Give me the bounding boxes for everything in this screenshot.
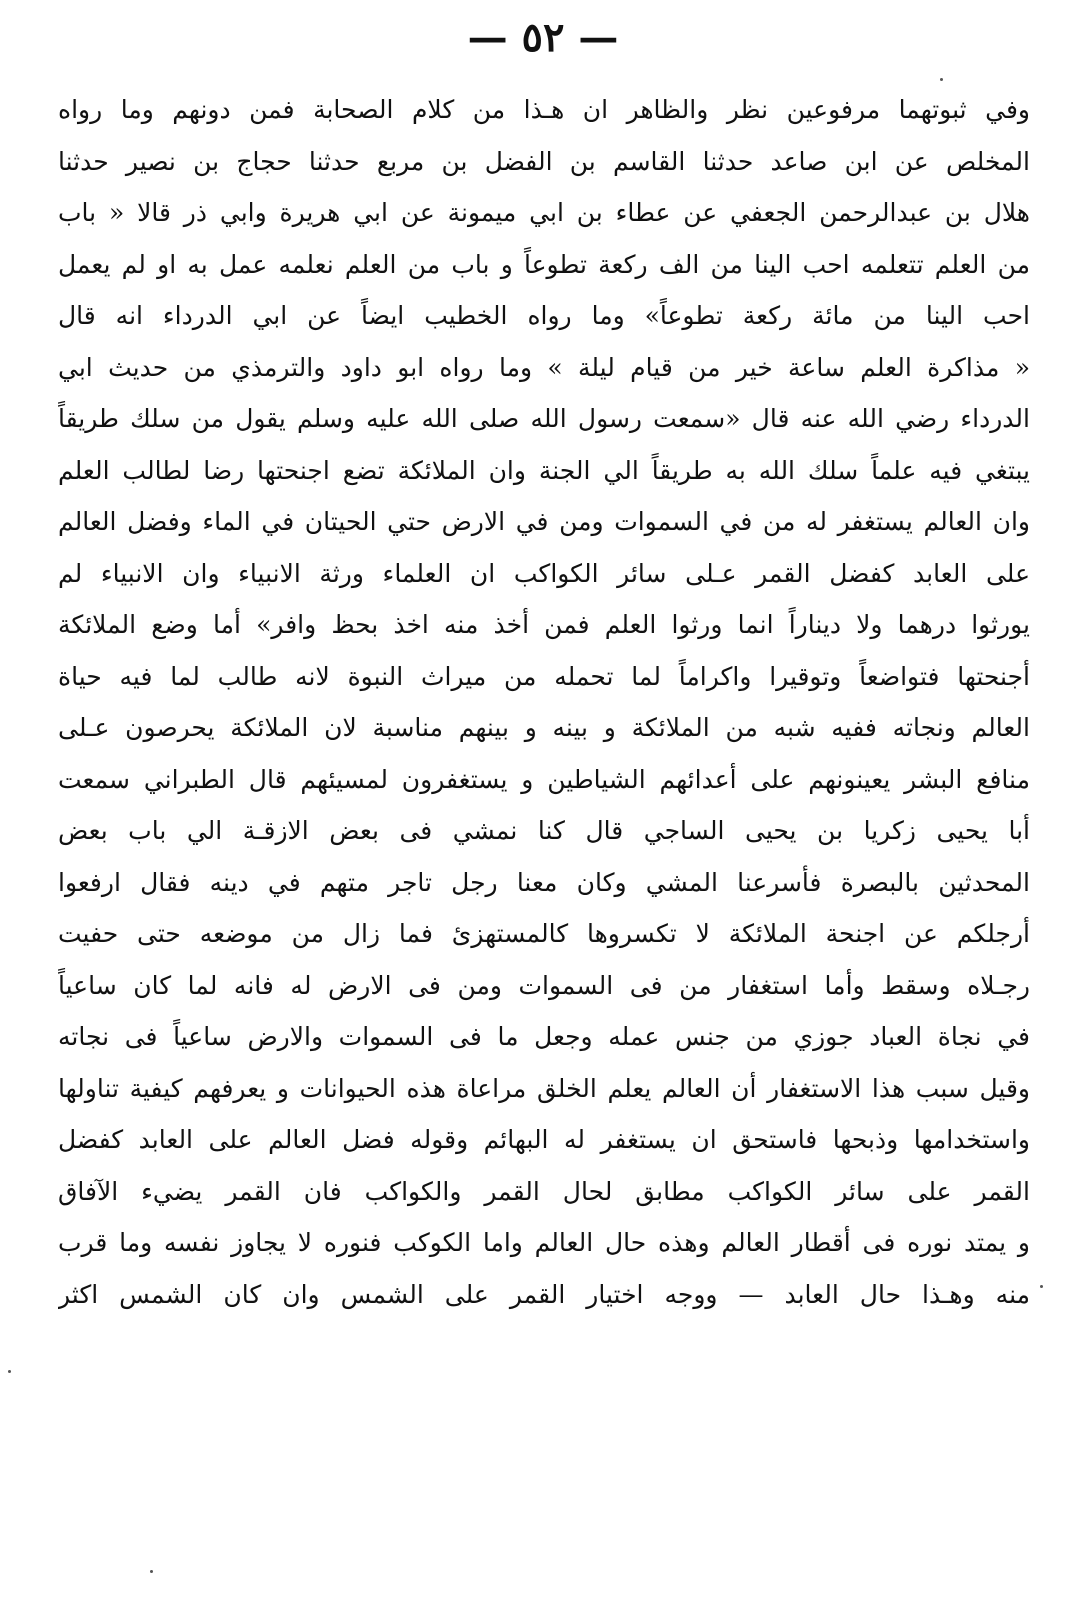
- text-line: المحدثين بالبصرة فأسرعنا المشي وكان معنا رجل تاجر متهم في دينه فقال ارفعوا: [58, 867, 1030, 897]
- text-line: يورثوا درهما ولا ديناراً انما ورثوا العلم فمن أخذ منه اخذ بحظ وافر» أما وضع الملائكة: [58, 610, 1030, 639]
- text-line: أرجلكم عن اجنحة الملائكة لا تكسروها كالمستهزئ فما زال من موضعه حتى حفيت: [58, 919, 1030, 948]
- paper-speck: [8, 1370, 11, 1373]
- page-number: — ٥٢ —: [467, 14, 619, 61]
- text-line: أبا يحيى زكريا بن يحيى الساجي قال كنا نمشي فى بعض الازقـة الي باب بعض: [58, 816, 1030, 845]
- text-line: منافع البشر يعينونهم على أعدائهم الشياطين و يستغفرون لمسيئهم قال الطبراني سمعت: [58, 764, 1030, 794]
- text-line: و يمتد نوره فى أقطار العالم وهذه حال العالم واما الكوكب فنوره لا يجاوز نفسه وما قرب: [58, 1228, 1030, 1257]
- text-line: القمر على سائر الكواكب مطابق لحال القمر والكواكب فان القمر يضيء الآفاق: [58, 1176, 1030, 1206]
- text-line: هلال بن عبدالرحمن الجعفي عن عطاء بن ابي ميمونة عن ابي هريرة وابي ذر قالا « باب: [58, 198, 1030, 227]
- text-line: من العلم تتعلمه احب الينا من الف ركعة تطوعاً و باب من العلم نعلمه عمل به او لم يعمل: [58, 249, 1030, 279]
- paper-speck: [940, 78, 943, 81]
- text-line: منه وهـذا حال العابد — ووجه اختيار القمر على الشمس وان كان الشمس اكثر: [58, 1279, 1030, 1309]
- paper-speck: [1040, 1285, 1043, 1288]
- text-line: وان العالم يستغفر له من في السموات ومن في الارض حتي الحيتان في الماء وفضل العالم: [58, 507, 1030, 536]
- text-line: احب الينا من مائة ركعة تطوعاً» وما رواه الخطيب ايضاً عن ابي الدرداء انه قال: [58, 301, 1030, 330]
- text-line: « مذاكرة العلم ساعة خير من قيام ليلة » وما رواه ابو داود والترمذي من حديث ابي: [58, 352, 1030, 382]
- text-line: واستخدامها وذبحها فاستحق ان يستغفر له البهائم وقوله فضل العالم على العابد كفضل: [58, 1125, 1030, 1154]
- paper-speck: [150, 1570, 153, 1573]
- text-line: المخلص عن ابن صاعد حدثنا القاسم بن الفضل بن مربع حدثنا حجاج بن نصير حدثنا: [58, 146, 1030, 176]
- text-line: الدرداء رضي الله عنه قال «سمعت رسول الله صلى الله عليه وسلم يقول من سلك طريقاً: [58, 404, 1030, 433]
- text-line: في نجاة العباد جوزي من جنس عمله وجعل ما فى السموات والارض ساعياً فى نجاته: [58, 1022, 1030, 1051]
- text-line: وفي ثبوتهما مرفوعين نظر والظاهر ان هـذا من كلام الصحابة فمن دونهم وما رواه: [58, 95, 1030, 124]
- text-line: رجـلاه وسقط وأما استغفار من فى السموات ومن فى الارض له فانه لما كان ساعياً: [58, 970, 1030, 1000]
- text-line: أجنحتها فتواضعاً وتوقيرا واكراماً لما تحمله من ميراث النبوة لانه طالب لما فيه حياة: [58, 661, 1030, 691]
- text-line: على العابد كفضل القمر عـلى سائر الكواكب ان العلماء ورثة الانبياء وان الانبياء لم: [58, 558, 1030, 588]
- text-line: وقيل سبب هذا الاستغفار أن العالم يعلم الخلق مراعاة هذه الحيوانات و يعرفهم كيفية تناولها: [58, 1073, 1030, 1103]
- body-text: [58, 84, 1030, 1320]
- text-line: العالم ونجاته ففيه شبه من الملائكة و بينه و بينهم مناسبة لان الملائكة يحرصون عـلى: [58, 713, 1030, 742]
- text-line: يبتغي فيه علماً سلك الله به طريقاً الي الجنة وان الملائكة تضع اجنحتها رضا لطالب العلم: [58, 455, 1030, 485]
